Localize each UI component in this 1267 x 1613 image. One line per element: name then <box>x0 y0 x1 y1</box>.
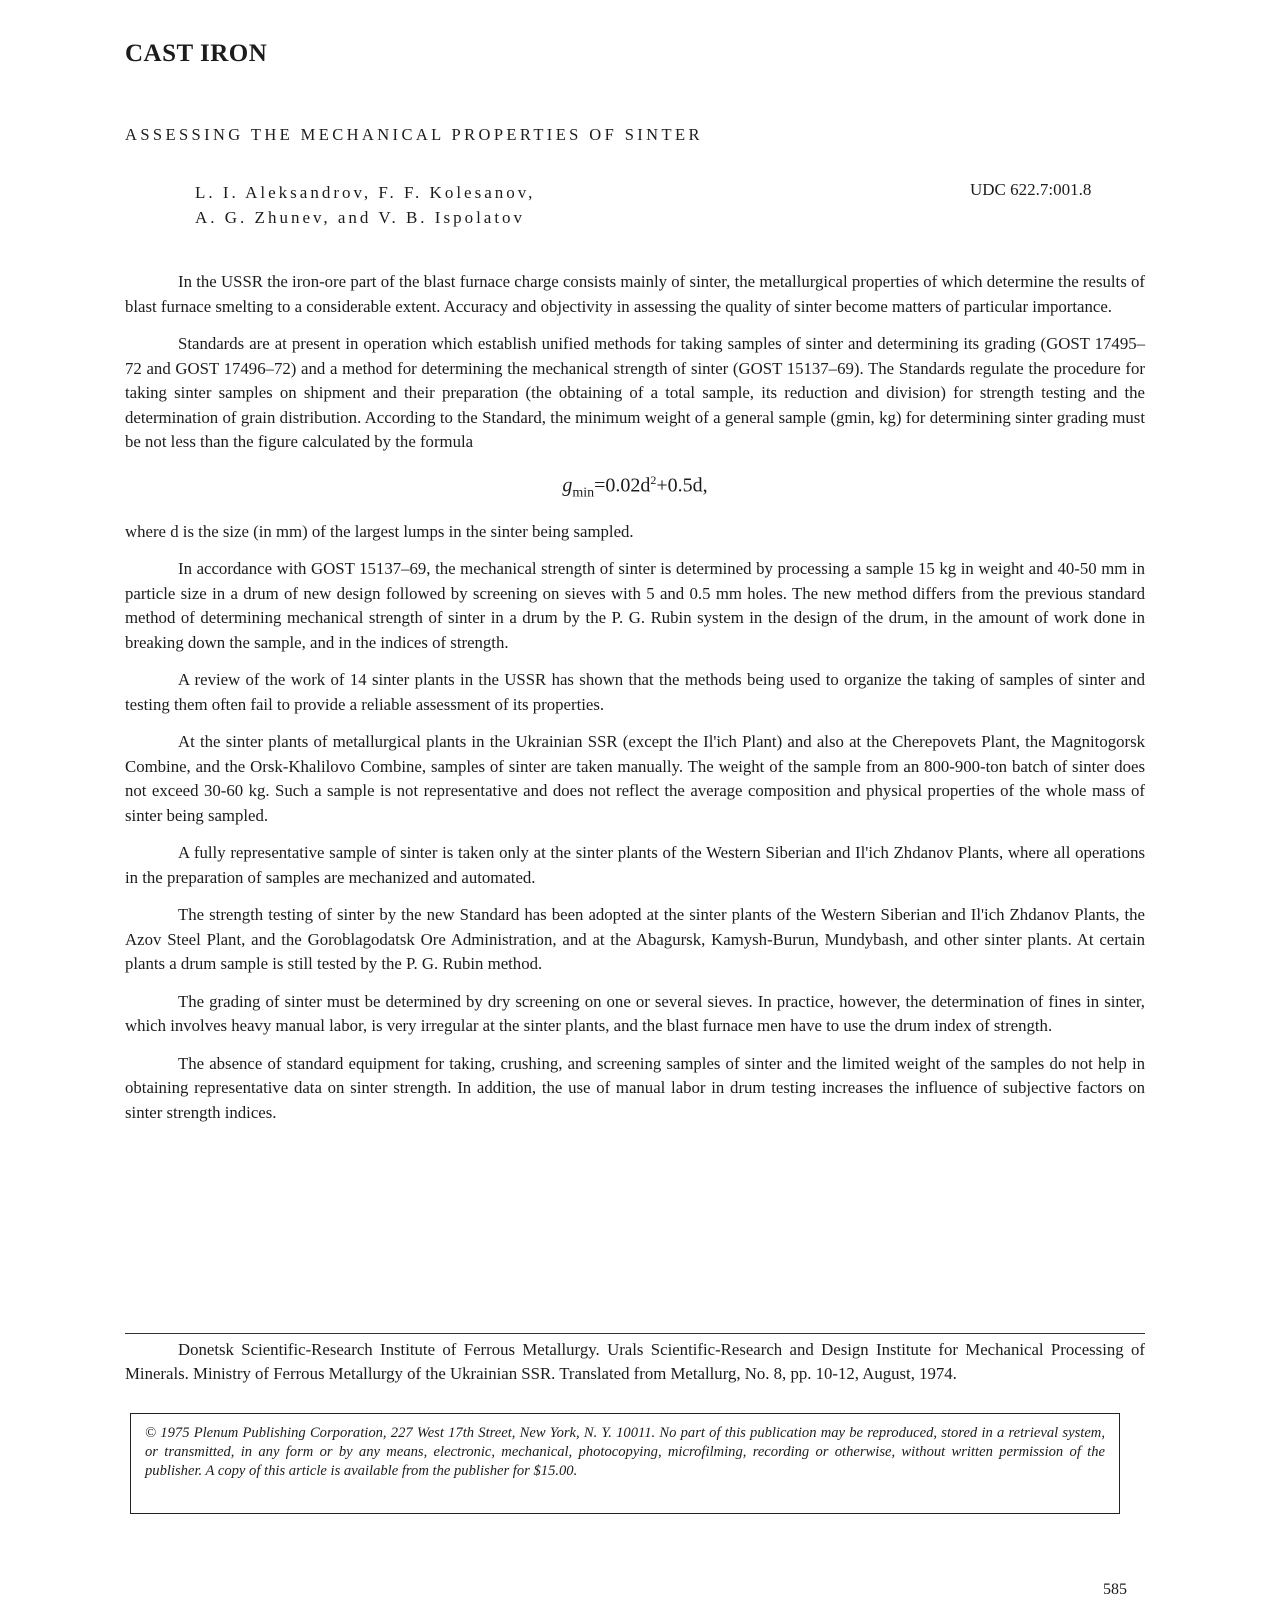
section-heading: CAST IRON <box>125 40 268 67</box>
formula-eq: =0.02d <box>594 474 651 497</box>
formula-gmin <box>125 468 1145 506</box>
authors <box>195 180 535 230</box>
paragraph-5: At the sinter plants of metallurgical plants in the Ukrainian SSR (except the Il'ich Plant) and also at the Cherepovets Plant, the Magnitogorsk Combine, and the Orsk-Khalilovo Combine, samples of sinter are taken manually. The weight of the sample from an 800-900-ton batch of sinter does not exceed 30-60 kg. Such a sample is not representative and does not reflect the average composition and physical properties of the whole mass of sinter being sampled. <box>125 732 1145 825</box>
formula-lhs: g <box>562 474 573 497</box>
copyright-text: © 1975 Plenum Publishing Corporation, 227 West 17th Street, New York, N. Y. 10011. No part of this publication may be reproduced, stored in a retrieval system, or transmitted, in any form or by any means, electronic, mechanical, photocopying, microfilming, recording or otherwise, without written permission of the publisher. A copy of this article is available from the publisher for $15.00. <box>145 1425 1105 1479</box>
udc-code: UDC 622.7:001.8 <box>970 180 1092 199</box>
formula-lhs-subscript: min <box>572 485 595 501</box>
copyright-box <box>130 1413 1120 1514</box>
formula-rest: +0.5d, <box>656 474 708 497</box>
paragraph-after-formula: where d is the size (in mm) of the largest lumps in the sinter being sampled. <box>125 521 634 541</box>
paragraph-2: Standards are at present in operation which establish unified methods for taking samples of sinter and determining its grading (GOST 17495–72 and GOST 17496–72) and a method for determining the mechanical strength of sinter (GOST 15137–69). The Standards regulate the procedure for taking sinter samples on shipment and their preparation (the obtaining of a total sample, its reduction and division) for strength testing and the determination of grain distribution. According to the Standard, the minimum weight of a general sample (gmin, kg) for determining sinter grading must be not less than the figure calculated by the formula <box>125 334 1145 451</box>
paragraph-6: A fully representative sample of sinter is taken only at the sinter plants of the Western Siberian and Il'ich Zhdanov Plants, where all operations in the preparation of samples are mechanized and automated. <box>125 843 1145 887</box>
paragraph-1: In the USSR the iron-ore part of the blast furnace charge consists mainly of sinter, the metallurgical properties of which determine the results of blast furnace smelting to a considerable extent. Accuracy and objectivity in assessing the quality of sinter become matters of particular importance. <box>125 272 1145 316</box>
paragraph-7: The strength testing of sinter by the new Standard has been adopted at the sinter plants of the Western Siberian and Il'ich Zhdanov Plants, the Azov Steel Plant, and the Goroblagodatsk Ore Administration, and at the Abagursk, Kamysh-Burun, Mundybash, and other sinter plants. At certain plants a drum sample is still tested by the P. G. Rubin method. <box>125 905 1145 974</box>
article-body <box>125 270 1145 1138</box>
paragraph-8: The grading of sinter must be determined by dry screening on one or several sieves. In practice, however, the determination of fines in sinter, which involves heavy manual labor, is very irregular at the sinter plants, and the blast furnace men have to use the drum index of strength. <box>125 991 1145 1036</box>
page-number: 585 <box>1103 1581 1127 1598</box>
paragraph-9: The absence of standard equipment for taking, crushing, and screening samples of sinter and the limited weight of the samples do not help in obtaining representative data on sinter strength. In addition, the use of manual labor in drum testing increases the influence of subjective factors on sinter strength indices. <box>125 1053 1145 1122</box>
footnote-divider <box>125 1333 1145 1334</box>
article-title: ASSESSING THE MECHANICAL PROPERTIES OF SINTER <box>125 125 703 144</box>
affiliation-footnote: Donetsk Scientific-Research Institute of Ferrous Metallurgy. Urals Scientific-Research and Design Institute for Mechanical Processing of Minerals. Ministry of Ferrous Metallurgy of the Ukrainian SSR. Translated from Metallurg, No. 8, pp. 10-12, August, 1974. <box>125 1340 1145 1383</box>
paragraph-3: In accordance with GOST 15137–69, the mechanical strength of sinter is determined by processing a sample 15 kg in weight and 40-50 mm in particle size in a drum of new design followed by screening on sieves with 5 and 0.5 mm holes. The new method differs from the previous standard method of determining mechanical strength of sinter in a drum by the P. G. Rubin system in the design of the drum, in the amount of work done in breaking down the sample, and in the indices of strength. <box>125 559 1145 652</box>
authors-line-2: A. G. Zhunev, and V. B. Ispolatov <box>195 208 526 227</box>
authors-line-1: L. I. Aleksandrov, F. F. Kolesanov, <box>195 183 536 202</box>
formula-superscript: 2 <box>650 472 657 487</box>
paragraph-4: A review of the work of 14 sinter plants in the USSR has shown that the methods being used to organize the taking of samples of sinter and testing them often fail to provide a reliable assessment of its properties. <box>125 670 1145 714</box>
